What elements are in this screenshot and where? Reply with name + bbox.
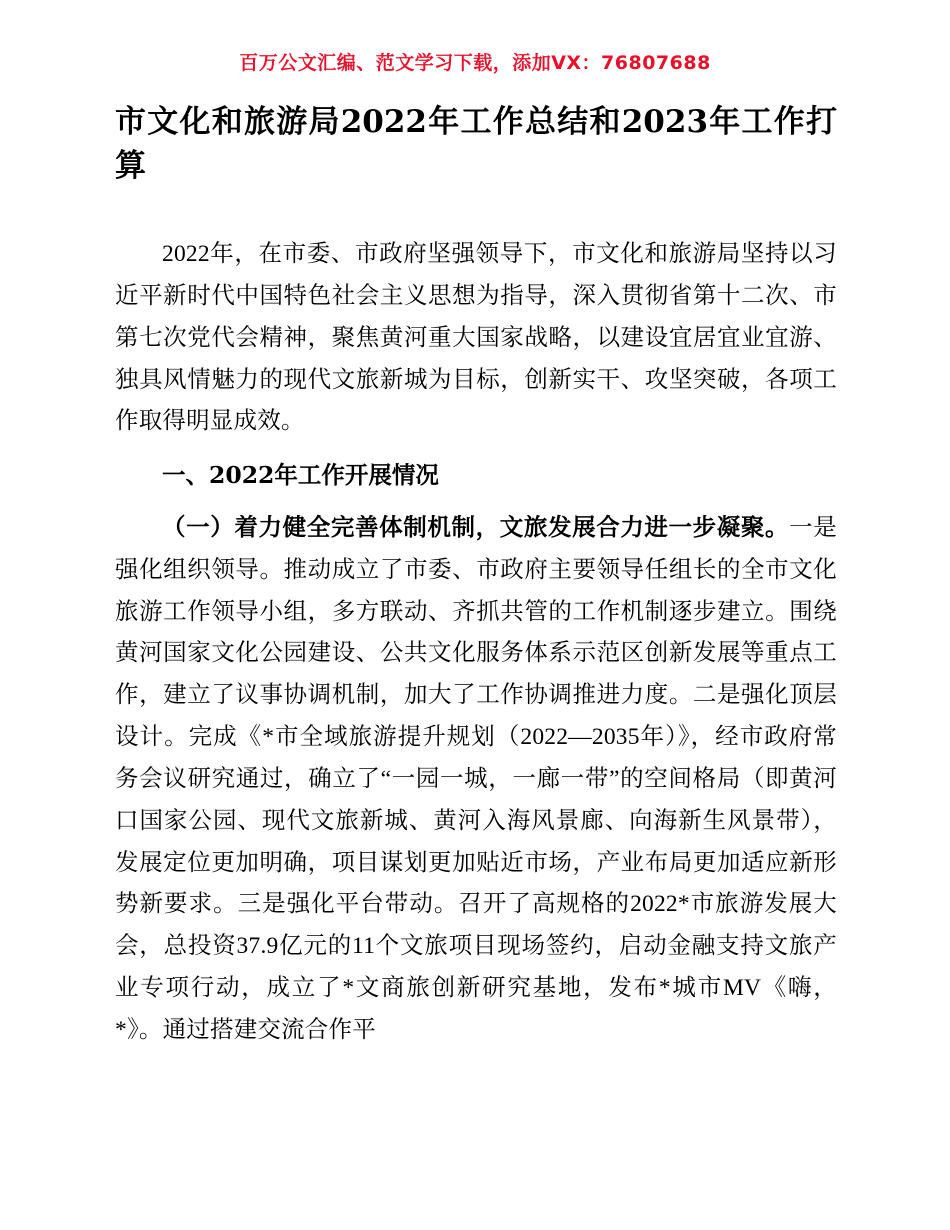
document-title: 市文化和旅游局2022年工作总结和2023年工作打算 — [115, 104, 837, 185]
intro-paragraph: 2022年，在市委、市政府坚强领导下，市文化和旅游局坚持以习近平新时代中国特色社会主义思想为指导，深入贯彻省第十二次、市第七次党代会精神，聚焦黄河重大国家战略，以建设宜居宜业宜游、独具风情魅力的现代文旅新城为目标，创新实干、攻坚突破，各项工作取得明显成效。 — [115, 241, 837, 435]
subsection-one-body: 一是强化组织领导。推动成立了市委、市政府主要领导任组长的全市文化旅游工作领导小组，多方联动、齐抓共管的工作机制逐步建立。围绕黄河国家文化公园建设、公共文化服务体系示范区创新发展等重点工作，建立了议事协调机制，加大了工作协调推进力度。二是强化顶层设计。完成《*市全域旅游提升规划（2022—2035年）》，经市政府常务会议研究通过，确立了“一园一城，一廊一带”的空间格局（即黄河口国家公园、现代文旅新城、黄河入海风景廊、向海新生风景带），发展定位更加明确，项目谋划更加贴近市场，产业布局更加适应新形势新要求。三是强化平台带动。召开了高规格的2022*市旅游发展大会，总投资37.9亿元的11个文旅项目现场签约，启动金融支持文旅产业专项行动，成立了*文商旅创新研究基地，发布*城市MV《嗨，*》。通过搭建交流合作平 — [115, 515, 837, 1043]
subsection-one-lead: （一）着力健全完善体制机制，文旅发展合力进一步凝聚。 — [162, 513, 790, 541]
document-body — [115, 100, 837, 1052]
watermark-banner: 百万公文汇编、范文学习下载，添加VX：76807688 — [239, 52, 711, 74]
section-heading-one: 一、2022年工作开展情况 — [162, 461, 439, 490]
subsection-one — [115, 507, 837, 1052]
